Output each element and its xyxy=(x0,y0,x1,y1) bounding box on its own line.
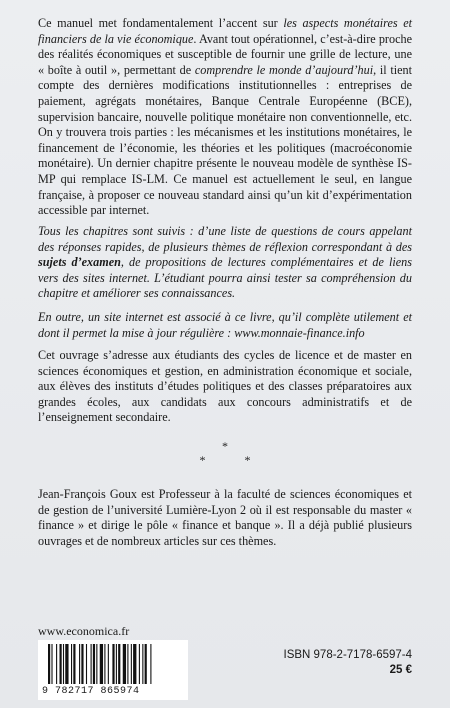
exam-topics-bold-text: sujets d’examen xyxy=(38,255,121,270)
paragraph-italic-text: comprendre le monde d’aujourd’hui xyxy=(194,62,374,77)
price: 25 € xyxy=(389,664,412,676)
star-top: * xyxy=(222,439,228,453)
audience-paragraph: Cet ouvrage s’adresse aux étudiants des cycles de licence et de master en sciences économiques et gestion, en administration économique et sociale, aux élèves des instituts d’études politiques et des classes préparatoires aux grandes écoles, aux candidats aux concours administratifs et de l’enseignement secondaire. xyxy=(38,348,412,425)
publisher-url: www.economica.fr xyxy=(38,624,130,638)
description-paragraph xyxy=(38,16,412,219)
separator-stars xyxy=(0,440,450,466)
barcode-bars xyxy=(48,644,180,686)
paragraph-text: , de propositions de lectures complémentaires et de liens vers des sites internet. L’étudiant pourra ainsi tester sa compréhension du chapitre et améliorer ses connaissances. xyxy=(38,255,412,301)
isbn-price-block xyxy=(284,648,413,678)
barcode xyxy=(38,640,188,700)
paragraph-text: , il tient compte des dernières modifications institutionnelles : entreprises de paiement, agrégats monétaires, Banque Centrale Européenne (BCE), supervision bancaire, nouvelle politique monétaire non conventionnelle, etc. On y trouvera trois parties : les mécanismes et les institutions monétaires, le financement de l’économie, les théories et les politiques (macroéconomie monétaire). Un dernier chapitre présente le nouveau modèle de synthèse IS-MP qui remplace IS-LM. Ce manuel est actuellement le seul, en langue française, à proposer ce nouveau standard ainsi qu’un kit d’expérimentation accessible par internet. xyxy=(38,62,413,218)
star-bottom: * * xyxy=(199,453,269,467)
paragraph-text: . Avant tout opérationnel, c’est-à-dire proche des réalités économiques et susceptible de fournir une grille de lecture, une « boîte à outil », permettant de xyxy=(38,31,412,77)
paragraph-italic-text: les aspects monétaires et financiers de la vie économique xyxy=(38,16,412,46)
paragraph-text: Tous les chapitres sont suivis : d’une liste de questions de cours appelant des réponses rapides, de plusieurs thèmes de réflexion correspondant à des xyxy=(38,224,412,254)
barcode-digits: 9 782717 865974 xyxy=(42,686,140,697)
chapters-paragraph xyxy=(38,224,412,302)
paragraph-text: Ce manuel met fondamentalement l’accent sur xyxy=(38,16,284,30)
website-paragraph: En outre, un site internet est associé à ce livre, qu’il complète utilement et dont il permet la mise à jour régulière : www.monnaie-finance.info xyxy=(38,310,412,340)
author-paragraph: Jean-François Goux est Professeur à la faculté de sciences économiques et de gestion de l’université Lumière-Lyon 2 où il est responsable du master « finance » et dirige le pôle « finance et banque ». Il a déjà publié plusieurs ouvrages et de nombreux articles sur ces thèmes. xyxy=(38,487,412,548)
isbn-number: ISBN 978-2-7178-6597-4 xyxy=(283,649,412,661)
